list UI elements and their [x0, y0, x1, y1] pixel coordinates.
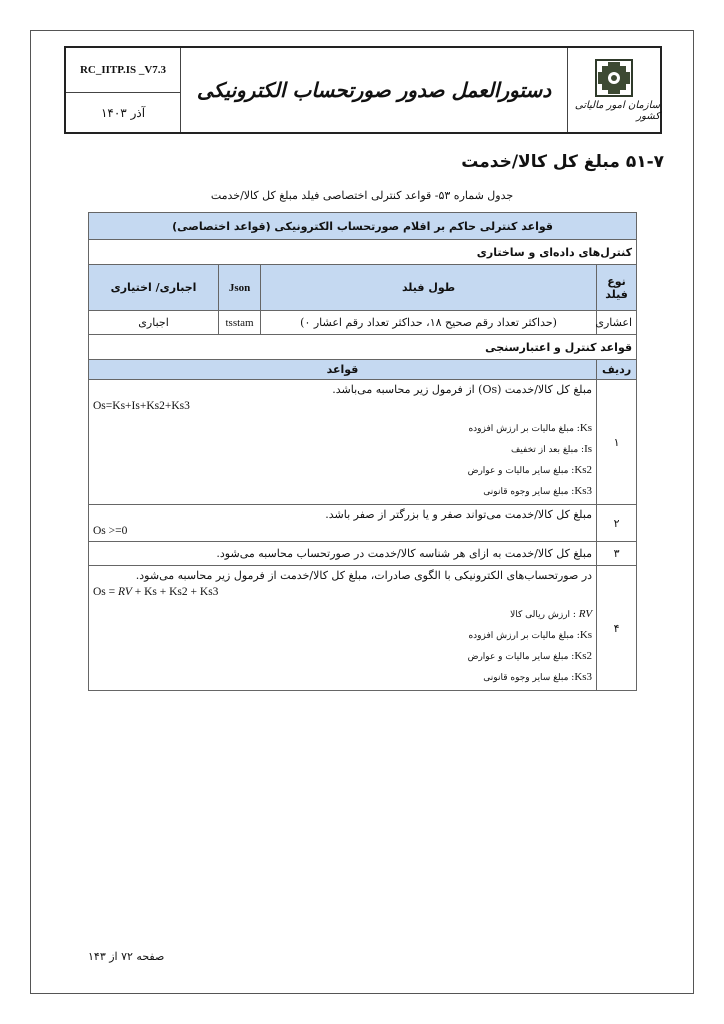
- legend-symbol: RV: [578, 608, 593, 620]
- rule-number: ۴: [597, 566, 637, 691]
- table-caption: جدول شماره ۵۳- قواعد کنترلی اختصاصی فیلد مبلغ کل کالا/خدمت: [210, 189, 514, 202]
- legend-desc: : مبلغ بعد از تخفیف: [510, 445, 585, 455]
- validation-heading: قواعد کنترل و اعتبارسنجی: [89, 335, 637, 360]
- document-date: آذر ۱۴۰۳: [100, 105, 146, 120]
- legend-item: [93, 604, 592, 625]
- legend-desc: : مبلغ سایر مالیات و عوارض: [467, 652, 575, 662]
- rule-formula: Os >=0: [93, 525, 128, 537]
- legend-symbol: Ks: [579, 629, 593, 641]
- legend-desc: : مبلغ سایر وجوه قانونی: [483, 673, 575, 683]
- rule-number: ۱: [597, 380, 637, 505]
- tax-organization-emblem-icon: [594, 58, 634, 98]
- rule-number: ۳: [597, 542, 637, 566]
- document-title: دستورالعمل صدور صورتحساب الکترونیکی: [196, 78, 552, 102]
- legend-desc: : ارزش ریالی کالا: [510, 610, 579, 620]
- legend-symbol: Is: [584, 443, 593, 455]
- legend-desc: : مبلغ سایر وجوه قانونی: [483, 487, 575, 497]
- rule-row: [89, 566, 637, 691]
- legend-symbol: Ks: [579, 422, 593, 434]
- rule-text: مبلغ کل کالا/خدمت به ازای هر شناسه کالا/خدمت در صورتحساب محاسبه می‌شود.: [216, 546, 593, 560]
- legend-item: [93, 439, 592, 460]
- rule-content: [89, 505, 597, 542]
- col-row-number: ردیف: [597, 360, 637, 380]
- legend-desc: : مبلغ مالیات بر ارزش افزوده: [468, 631, 580, 641]
- rule-formula: [93, 584, 592, 600]
- required-value: اجباری: [89, 311, 219, 335]
- col-field-type: نوع فیلد: [597, 265, 637, 311]
- rule-text: مبلغ کل کالا/خدمت (Os) از فرمول زیر محاسبه می‌باشد.: [332, 383, 593, 396]
- legend-symbol: Ks2: [574, 650, 593, 662]
- rule-content: [89, 566, 597, 691]
- formula-part: Os =: [93, 586, 119, 598]
- col-required: اجباری/ اختیاری: [89, 265, 219, 311]
- legend-symbol: Ks2: [574, 464, 593, 476]
- legend-item: [93, 667, 592, 688]
- legend-item: [93, 646, 592, 667]
- rule-text: مبلغ کل کالا/خدمت می‌تواند صفر و یا بزرگتر از صفر باشد.: [325, 508, 593, 521]
- field-length-value: (حداکثر تعداد رقم صحیح ۱۸، حداکثر تعداد رقم اعشار ۰): [261, 311, 597, 335]
- legend-item: [93, 418, 592, 439]
- col-field-length: طول فیلد: [261, 265, 597, 311]
- rule-number: ۲: [597, 505, 637, 542]
- section-title: ۵۱-۷ مبلغ کل کالا/خدمت: [461, 152, 664, 172]
- json-key-value: tsstam: [219, 311, 261, 335]
- rules-table: [88, 212, 637, 691]
- legend-item: [93, 481, 592, 502]
- field-type-value: اعشاری: [597, 311, 637, 335]
- table-band-title: قواعد کنترلی حاکم بر اقلام صورتحساب الکترونیکی (قواعد اختصاصی): [89, 213, 637, 240]
- legend-symbol: Ks3: [574, 485, 593, 497]
- rule-content: [89, 380, 597, 505]
- rule-row: [89, 380, 637, 505]
- col-rules: قواعد: [89, 360, 597, 380]
- rule-content: [89, 542, 597, 566]
- legend-symbol: Ks3: [574, 671, 593, 683]
- structure-heading: کنترل‌های داده‌ای و ساختاری: [89, 240, 637, 265]
- rule-formula: Os=Ks+Is+Ks2+Ks3: [93, 400, 190, 412]
- rule-row: [89, 505, 637, 542]
- page-number: صفحه ۷۲ از ۱۴۳: [88, 950, 165, 963]
- document-code: RC_IITP.IS _V7.3: [66, 48, 180, 93]
- legend-desc: : مبلغ سایر مالیات و عوارض: [467, 466, 575, 476]
- document-header: [64, 46, 662, 134]
- organization-logo: [567, 48, 660, 132]
- legend-item: [93, 460, 592, 481]
- legend-desc: : مبلغ مالیات بر ارزش افزوده: [468, 424, 580, 434]
- organization-name: سازمان امور مالیاتی کشور: [574, 100, 660, 122]
- header-meta: [66, 48, 181, 132]
- formula-part: + Ks + Ks2 + Ks3: [131, 586, 219, 598]
- rule-row: [89, 542, 637, 566]
- col-json: Json: [219, 265, 261, 311]
- formula-variable: RV: [118, 586, 132, 598]
- rule-text: در صورتحساب‌های الکترونیکی با الگوی صادرات، مبلغ کل کالا/خدمت از فرمول زیر محاسبه می‌شود.: [135, 569, 593, 582]
- legend-item: [93, 625, 592, 646]
